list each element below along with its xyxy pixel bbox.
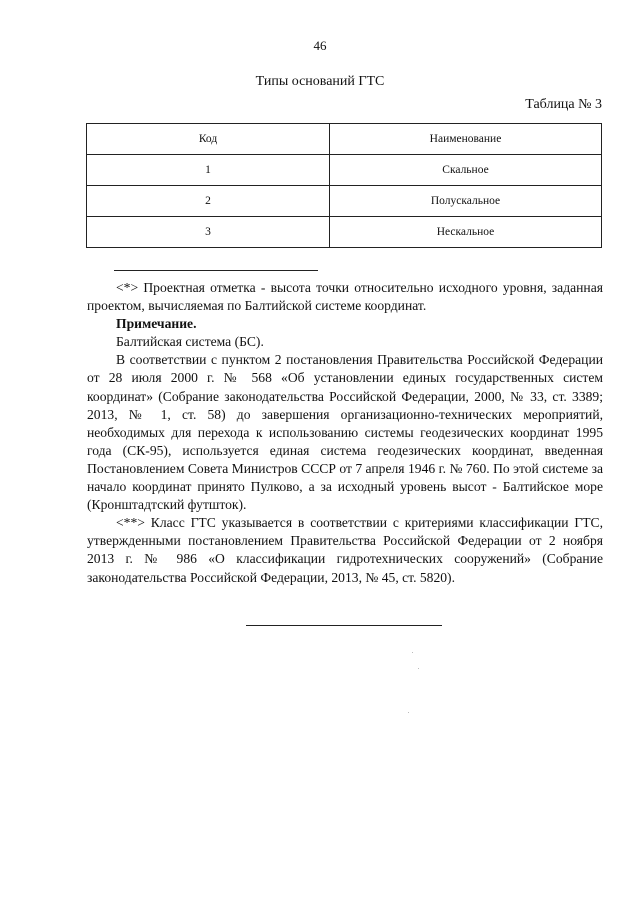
- table-row: [87, 155, 602, 186]
- footnote-class: <**> Класс ГТС указывается в соответствии с критериями классификации ГТС, утвержденными постановлением Правительства Российской Федерации от 2 ноября 2013 г. № 986 «О классификации гидротехнических сооружений» (Собрание законодательства Российской Федерации, 2013, № 45, ст. 5820).: [87, 515, 603, 585]
- cell-name: Полускальное: [330, 186, 602, 217]
- scan-speck: [412, 652, 413, 653]
- header-code: Код: [87, 124, 330, 155]
- cell-name: Скальное: [330, 155, 602, 186]
- note-heading: Примечание.: [116, 316, 197, 332]
- cell-name: Нескальное: [330, 217, 602, 248]
- footnote-divider: [114, 270, 318, 271]
- end-divider: [246, 625, 442, 626]
- page-title: Типы оснований ГТС: [255, 74, 385, 89]
- page-number: 46: [313, 38, 327, 53]
- footnotes-block: [87, 279, 603, 587]
- foundation-types-table: [86, 123, 602, 248]
- cell-code: 2: [87, 186, 330, 217]
- scan-speck: [418, 668, 419, 669]
- note-paragraph: В соответствии с пунктом 2 постановления Правительства Российской Федерации от 28 июля 2000 г. № 568 «Об установлении единых государственных систем координат» (Собрание законодательства Российской Федерации, 2000, № 33, ст. 3389; 2013, № 1, ст. 58) до завершения организационно-технических мероприятий, необходимых для перехода к использованию системы геодезических координат 1995 года (СК-95), используется единая система геодезических координат, введенная Постановлением Совета Министров СССР от 7 апреля 1946 г. № 760. По этой системе за начало координат принято Пулково, а за исходный уровень высот - Балтийское море (Кронштадтский футшток).: [87, 352, 603, 513]
- note-line: Балтийская система (БС).: [116, 334, 264, 350]
- footnote-elevation: <*> Проектная отметка - высота точки относительно исходного уровня, заданная проектом, вычисляемая по Балтийской системе координат.: [87, 280, 603, 314]
- table-row: [87, 217, 602, 248]
- table-row: [87, 186, 602, 217]
- cell-code: 3: [87, 217, 330, 248]
- header-name: Наименование: [330, 124, 602, 155]
- table-label: Таблица № 3: [525, 97, 602, 112]
- cell-code: 1: [87, 155, 330, 186]
- table-header-row: [87, 124, 602, 155]
- scan-speck: [408, 712, 409, 713]
